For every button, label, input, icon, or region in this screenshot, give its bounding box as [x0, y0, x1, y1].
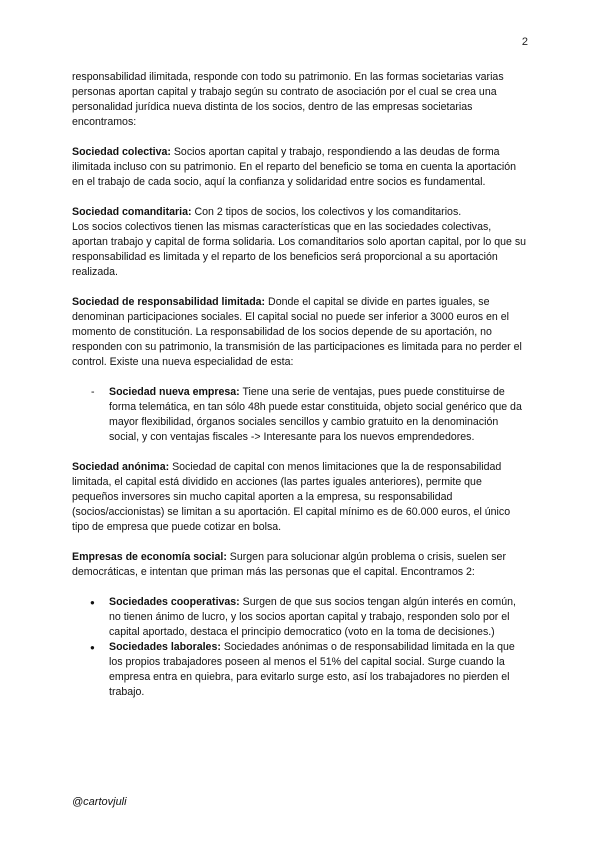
bullet-list: [72, 595, 530, 700]
list-item-nueva-empresa: [109, 385, 530, 445]
section-sociedad-comanditaria: [72, 205, 530, 280]
section-text: Donde el capital se divide en partes iguales, se denominan participaciones sociales. El capital social no puede ser inferior a 3000 euros en el momento de constitución. La responsabilidad de los socios depende de su aportación, no responden con su patrimonio, la transmisión de las participaciones es limitada para no perder el control. Existe una nueva especialidad de esta:: [72, 296, 522, 368]
item-title: Sociedad nueva empresa:: [109, 386, 240, 398]
section-title: Sociedad colectiva:: [72, 146, 171, 158]
section-text: Surgen para solucionar algún problema o crisis, suelen ser democráticas, e intentan que priman más las personas que el capital. Encontramos 2:: [72, 551, 506, 578]
section-economia-social: [72, 550, 530, 580]
section-text: Socios aportan capital y trabajo, respondiendo a las deudas de forma ilimitada incluso con su patrimonio. En el reparto del beneficio se toma en cuenta la aportación en el trabajo de cada socio, aquí la confianza y solidaridad entre socios es fundamental.: [72, 146, 517, 188]
section-title: Sociedad de responsabilidad limitada:: [72, 296, 266, 308]
list-item-cooperativas: [109, 595, 530, 640]
section-text: Con 2 tipos de socios, los colectivos y los comanditarios.: [191, 206, 462, 218]
list-item-laborales: [109, 640, 530, 700]
item-text: Sociedades anónimas o de responsabilidad limitada en la que los propios trabajadores poseen al menos el 51% del capital social. Surge cuando la empresa entra en quiebra, para evitarlo surge esto, así los trabajadores no pierden el trabajo.: [109, 641, 515, 698]
item-title: Sociedades laborales:: [109, 641, 221, 653]
author-handle: @cartovjuli: [72, 796, 127, 808]
section-sociedad-limitada: [72, 295, 530, 370]
dash-list: [72, 385, 530, 445]
section-title: Sociedad comanditaria:: [72, 206, 192, 218]
section-text-continued: Los socios colectivos tienen las mismas características que en las sociedades colectivas, aportan trabajo y capital de forma solidaria. Los comanditarios solo aportan capital, por lo que su responsabilidad es limitada y el reparto de los beneficios será proporcional a su aportación realizada.: [72, 221, 527, 278]
intro-paragraph: responsabilidad ilimitada, responde con todo su patrimonio. En las formas societarias varias personas aportan capital y trabajo según su contrato de asociación por el cual se crea una personalidad jurídica nueva distinta de los socios, dentro de las empresas societarias encontramos:: [72, 71, 504, 128]
item-text: Surgen de que sus socios tengan algún interés en común, no tienen ánimo de lucro, y los socios aportan capital y trabajo, responden solo por el capital aportado, destaca el principio democratico (voto en la toma de decisiones.): [109, 596, 516, 638]
page-number: 2: [521, 36, 528, 48]
section-sociedad-anonima: [72, 460, 530, 535]
section-title: Sociedad anónima:: [72, 461, 170, 473]
document-body: [72, 70, 530, 700]
section-title: Empresas de economía social:: [72, 551, 227, 563]
section-text: Sociedad de capital con menos limitaciones que la de responsabilidad limitada, el capital está dividido en acciones (las partes iguales anteriores), permite que pequeños inversores sin mucho capital aporten a la empresa, su responsabilidad (socios/accionistas) se limitan a su aportación. El capital mínimo es de 60.000 euros, el único tipo de empresa que puede cotizar en bolsa.: [72, 461, 511, 533]
item-title: Sociedades cooperativas:: [109, 596, 240, 608]
item-text: Tiene una serie de ventajas, pues puede constituirse de forma telemática, en tan sólo 48h puede estar constituida, objeto social genérico que da mayor flexibilidad, órganos sociales sencillos y cambio gratuito en la denominación social, y con ventajas fiscales -> Interesante para los nuevos emprendedores.: [109, 386, 522, 443]
section-sociedad-colectiva: [72, 145, 530, 190]
